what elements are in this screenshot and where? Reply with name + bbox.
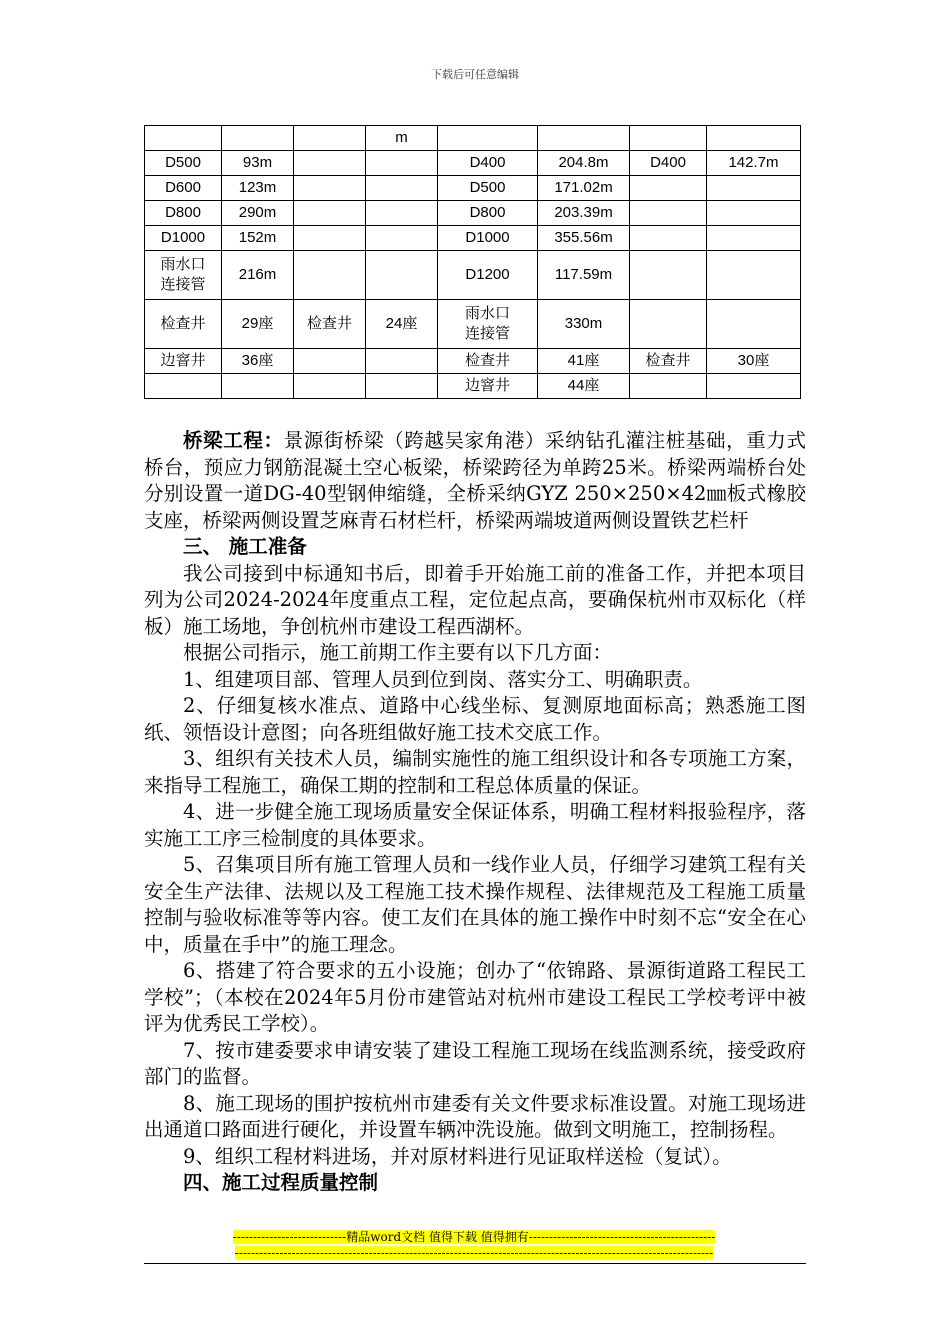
table-cell: 216m <box>222 251 294 300</box>
table-cell <box>707 126 801 151</box>
table-cell: D1200 <box>438 251 538 300</box>
list-item: 7、按市建委要求申请安装了建设工程施工现场在线监测系统，接受政府部门的监督。 <box>144 1038 806 1088</box>
list-item: 4、进一步健全施工现场质量安全保证体系，明确工程材料报验程序，落实施工工序三检制度的具体要求。 <box>144 800 806 850</box>
table-cell: 检查井 <box>438 349 538 374</box>
table-cell <box>630 251 707 300</box>
table-cell: D600 <box>145 176 222 201</box>
table-cell <box>707 226 801 251</box>
table-cell: D1000 <box>438 226 538 251</box>
section-4-title: 四、施工过程质量控制 <box>183 1171 379 1194</box>
table-cell <box>630 300 707 349</box>
table-cell <box>707 374 801 399</box>
table-cell <box>222 374 294 399</box>
table-cell: 203.39m <box>538 201 630 226</box>
footer-line-1: ----------------------------精品word文档 值得下载 值得拥有---------------------------------------------- <box>232 1230 716 1244</box>
list-item: 6、搭建了符合要求的五小设施；创办了“依锦路、景源街道路工程民工学校”；（本校在2024年5月份市建管站对杭州市建设工程民工学校考评中被评为优秀民工学校）。 <box>144 959 806 1035</box>
bridge-label: 桥梁工程： <box>183 429 284 452</box>
table-cell <box>145 374 222 399</box>
table-row <box>145 151 801 176</box>
table-cell: 边窨井 <box>145 349 222 374</box>
table-cell <box>366 176 438 201</box>
table-cell: 29座 <box>222 300 294 349</box>
section-3-title: 三、 施工准备 <box>183 535 307 558</box>
table-cell: 雨水口 连接管 <box>438 300 538 349</box>
table-row <box>145 349 801 374</box>
table-cell: 142.7m <box>707 151 801 176</box>
list-item: 8、施工现场的围护按杭州市建委有关文件要求标准设置。对施工现场进出通道口路面进行硬化，并设置车辆冲洗设施。做到文明施工，控制扬程。 <box>144 1091 806 1141</box>
table-row <box>145 374 801 399</box>
table-cell: 330m <box>538 300 630 349</box>
table-cell <box>366 151 438 176</box>
table-cell <box>294 176 366 201</box>
table-cell <box>294 126 366 151</box>
table-cell <box>630 176 707 201</box>
table-cell <box>630 201 707 226</box>
table-cell <box>366 349 438 374</box>
table-cell: 123m <box>222 176 294 201</box>
table-cell: 30座 <box>707 349 801 374</box>
table-cell: 93m <box>222 151 294 176</box>
table-cell <box>366 251 438 300</box>
table-cell: D1000 <box>145 226 222 251</box>
table-cell: 44座 <box>538 374 630 399</box>
pipe-quantity-table <box>144 125 801 399</box>
footer-line-2: ---------------------------------------------------------------------------------------------------------------------- <box>234 1246 714 1260</box>
table-cell <box>707 300 801 349</box>
table-row <box>145 126 801 151</box>
table-cell <box>538 126 630 151</box>
table-cell: D800 <box>438 201 538 226</box>
table-cell: 检查井 <box>294 300 366 349</box>
table-cell: 24座 <box>366 300 438 349</box>
bridge-text: 景源街桥梁（跨越吴家角港）采纳钻孔灌注桩基础，重力式桥台，预应力钢筋混凝土空心板梁，桥梁跨径为单跨25米。桥梁两端桥台处分别设置一道DG-40型钢伸缩缝，全桥采纳GYZ 250×250×42㎜板式橡胶支座，桥梁两侧设置芝麻青石材栏杆，桥梁两端坡道两侧设置铁艺栏杆 <box>144 429 806 532</box>
list-item: 5、召集项目所有施工管理人员和一线作业人员，仔细学习建筑工程有关安全生产法律、法规以及工程施工技术操作规程、法律规范及工程施工质量控制与验收标准等等内容。使工友们在具体的施工操作中时刻不忘“安全在心中，质量在手中”的施工理念。 <box>144 853 806 956</box>
table-cell <box>366 226 438 251</box>
list-item: 2、仔细复核水准点、道路中心线坐标、复测原地面标高；熟悉施工图纸、领悟设计意图；向各班组做好施工技术交底工作。 <box>144 694 806 744</box>
table-row <box>145 176 801 201</box>
table-cell: D500 <box>438 176 538 201</box>
table-cell <box>294 374 366 399</box>
table-cell: 41座 <box>538 349 630 374</box>
table-cell: 边窨井 <box>438 374 538 399</box>
table-row <box>145 251 801 300</box>
table-cell: D500 <box>145 151 222 176</box>
section-3-lead: 根据公司指示，施工前期工作主要有以下几方面： <box>183 641 613 664</box>
table-cell <box>222 126 294 151</box>
table-cell <box>630 226 707 251</box>
table-cell <box>294 251 366 300</box>
table-cell <box>630 374 707 399</box>
table-cell <box>630 126 707 151</box>
table-cell: 355.56m <box>538 226 630 251</box>
table-cell <box>707 251 801 300</box>
table-cell <box>438 126 538 151</box>
document-body <box>144 428 806 1197</box>
table-cell: D800 <box>145 201 222 226</box>
footer-divider <box>144 1263 806 1264</box>
list-item: 1、组建项目部、管理人员到位到岗、落实分工、明确职责。 <box>183 667 703 691</box>
list-item: 3、组织有关技术人员，编制实施性的施工组织设计和各专项施工方案，来指导工程施工，确保工期的控制和工程总体质量的保证。 <box>144 747 806 797</box>
table-cell <box>366 201 438 226</box>
table-cell <box>707 201 801 226</box>
table-cell: 检查井 <box>630 349 707 374</box>
table-cell <box>145 126 222 151</box>
table-cell: 雨水口 连接管 <box>145 251 222 300</box>
table-cell: 204.8m <box>538 151 630 176</box>
table-cell: 152m <box>222 226 294 251</box>
table-cell: 171.02m <box>538 176 630 201</box>
table-cell <box>294 349 366 374</box>
table-row <box>145 300 801 349</box>
table-cell <box>366 374 438 399</box>
table-cell: m <box>366 126 438 151</box>
table-cell <box>294 226 366 251</box>
page-header: 下载后可任意编辑 <box>431 68 519 81</box>
table-cell: D400 <box>630 151 707 176</box>
section-3-intro: 我公司接到中标通知书后，即着手开始施工前的准备工作，并把本项目列为公司2024-2024年度重点工程，定位起点高，要确保杭州市双标化（样板）施工场地，争创杭州市建设工程西湖杯。 <box>144 561 806 638</box>
table-row <box>145 201 801 226</box>
footer-banner <box>174 1229 774 1261</box>
bridge-paragraph <box>144 428 806 534</box>
table-row <box>145 226 801 251</box>
table-cell: 290m <box>222 201 294 226</box>
table-cell <box>707 176 801 201</box>
table-cell: 117.59m <box>538 251 630 300</box>
table-cell: 36座 <box>222 349 294 374</box>
table-cell <box>294 151 366 176</box>
list-item: 9、组织工程材料进场，并对原材料进行见证取样送检（复试）。 <box>183 1144 732 1168</box>
table-cell: 检查井 <box>145 300 222 349</box>
table-cell: D400 <box>438 151 538 176</box>
table-cell <box>294 201 366 226</box>
